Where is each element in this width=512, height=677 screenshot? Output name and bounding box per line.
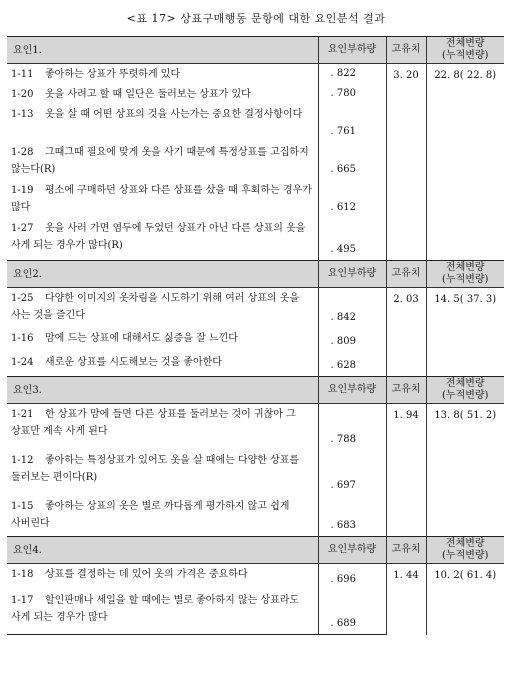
item-text: 옷을 사러 가면 염두에 두었던 상표가 아닌 다른 상표의 옷을 사게 되는 경우가 많다(R) <box>11 223 306 251</box>
item-text: 맘에 드는 상표에 대해서도 싫증을 잘 느낀다 <box>45 333 238 344</box>
loading-header: 요인부하량 <box>318 261 386 288</box>
eigen-header: 고유치 <box>386 537 426 564</box>
item-cell <box>7 564 318 591</box>
item-code: 1-17 <box>11 595 34 606</box>
factor-name: 요인1. <box>7 37 318 64</box>
loading-header: 요인부하량 <box>318 537 386 564</box>
item-cell <box>7 496 318 537</box>
item-cell <box>7 180 318 218</box>
item-text: 할인판매나 세일을 할 때에는 별로 좋아하지 않는 상표라도 사게 되는 경우가 많다 <box>11 595 300 623</box>
factor-name: 요인4. <box>7 537 318 564</box>
item-cell <box>7 142 318 180</box>
eigenvalue: 3. 20 <box>386 64 426 261</box>
variance-header-line1: 전체변량 <box>445 378 485 389</box>
eigenvalue: 2. 03 <box>386 288 426 377</box>
factor-loading: . 842 <box>318 288 386 329</box>
item-code: 1-11 <box>11 69 34 80</box>
item-text: 한 상표가 맘에 들면 다른 상표를 둘러보는 것이 귀찮아 그 상표만 계속 사게 된다 <box>11 409 296 437</box>
factor-name: 요인3. <box>7 377 318 404</box>
item-row <box>7 404 504 451</box>
item-text: 좋아하는 상표의 옷은 별로 까다롭게 평가하지 않고 쉽게 사버린다 <box>11 501 290 529</box>
factor-header-row <box>7 537 504 564</box>
item-cell <box>7 288 318 329</box>
table-caption: <표 17> 상표구매행동 문항에 대한 요인분석 결과 <box>126 12 386 25</box>
item-text: 상표를 결정하는 데 있어 옷의 가격은 중요하다 <box>45 569 248 580</box>
item-text: 그때그때 필요에 맞게 옷을 사기 때문에 특정상표를 고집하지 않는다(R) <box>11 147 309 175</box>
item-cell <box>7 104 318 142</box>
variance-explained: 13. 8( 51. 2) <box>426 404 504 537</box>
item-cell <box>7 404 318 451</box>
item-cell <box>7 84 318 104</box>
factor-header-row <box>7 37 504 64</box>
item-row <box>7 64 504 85</box>
item-code: 1-13 <box>11 109 34 120</box>
factor-loading: . 697 <box>318 450 386 496</box>
variance-header-line1: 전체변량 <box>445 538 485 549</box>
item-row <box>7 288 504 329</box>
item-cell <box>7 328 318 352</box>
factor-header-row <box>7 261 504 288</box>
item-cell <box>7 352 318 377</box>
variance-header-line1: 전체변량 <box>445 38 485 49</box>
factor-loading: . 665 <box>318 142 386 180</box>
factor-loading: . 612 <box>318 180 386 218</box>
item-code: 1-12 <box>11 455 34 466</box>
factor-name: 요인2. <box>7 261 318 288</box>
factor-loading: . 696 <box>318 564 386 591</box>
variance-header <box>426 537 504 564</box>
factor-loading: . 822 <box>318 64 386 85</box>
eigen-header: 고유치 <box>386 261 426 288</box>
item-code: 1-27 <box>11 223 34 234</box>
variance-header-line2: (누적변량) <box>442 550 489 561</box>
variance-header <box>426 377 504 404</box>
loading-header: 요인부하량 <box>318 37 386 64</box>
item-text: 다양한 이미지의 옷차림을 시도하기 위해 여러 상표의 옷을 사는 것을 즐긴다 <box>11 293 300 321</box>
item-cell <box>7 450 318 496</box>
factor-header-row <box>7 377 504 404</box>
factor-loading: . 809 <box>318 328 386 352</box>
item-cell <box>7 218 318 261</box>
item-text: 새로운 상표를 시도해보는 것을 좋아한다 <box>45 357 222 368</box>
item-code: 1-28 <box>11 147 34 158</box>
factor-analysis-table <box>7 36 504 635</box>
variance-explained: 10. 2( 61. 4) <box>426 564 504 635</box>
item-text: 좋아하는 특정상표가 있어도 옷을 살 때에는 다양한 상표를 둘러보는 편이다(R) <box>11 455 300 483</box>
factor-loading: . 788 <box>318 404 386 451</box>
factor-loading: . 495 <box>318 218 386 261</box>
item-cell <box>7 64 318 85</box>
item-text: 좋아하는 상표가 뚜렷하게 있다 <box>45 69 181 80</box>
eigenvalue: 1. 94 <box>386 404 426 537</box>
factor-loading: . 628 <box>318 352 386 377</box>
item-code: 1-18 <box>11 569 34 580</box>
factor-loading: . 689 <box>318 590 386 635</box>
variance-header-line2: (누적변량) <box>442 390 489 401</box>
factor-loading: . 761 <box>318 104 386 142</box>
variance-header <box>426 37 504 64</box>
item-code: 1-19 <box>11 185 34 196</box>
eigen-header: 고유치 <box>386 377 426 404</box>
item-code: 1-20 <box>11 89 34 100</box>
variance-header-line2: (누적변량) <box>442 274 489 285</box>
eigenvalue: 1. 44 <box>386 564 426 635</box>
item-code: 1-24 <box>11 357 34 368</box>
item-row <box>7 564 504 591</box>
loading-header: 요인부하량 <box>318 377 386 404</box>
variance-explained: 14. 5( 37. 3) <box>426 288 504 377</box>
factor-loading: . 780 <box>318 84 386 104</box>
item-code: 1-21 <box>11 409 34 420</box>
variance-header-line1: 전체변량 <box>445 262 485 273</box>
variance-header <box>426 261 504 288</box>
item-text: 옷을 사려고 할 때 일단은 둘러보는 상표가 있다 <box>45 89 251 100</box>
item-text: 평소에 구매하던 상표와 다른 상표를 샀을 때 후회하는 경우가 많다 <box>11 185 312 213</box>
item-text: 옷을 살 때 어떤 상표의 것을 사는가는 중요한 결정사항이다 <box>45 109 303 120</box>
item-cell <box>7 590 318 635</box>
item-code: 1-25 <box>11 293 34 304</box>
variance-header-line2: (누적변량) <box>442 50 489 61</box>
item-code: 1-15 <box>11 501 34 512</box>
variance-explained: 22. 8( 22. 8) <box>426 64 504 261</box>
factor-loading: . 683 <box>318 496 386 537</box>
item-code: 1-16 <box>11 333 34 344</box>
eigen-header: 고유치 <box>386 37 426 64</box>
